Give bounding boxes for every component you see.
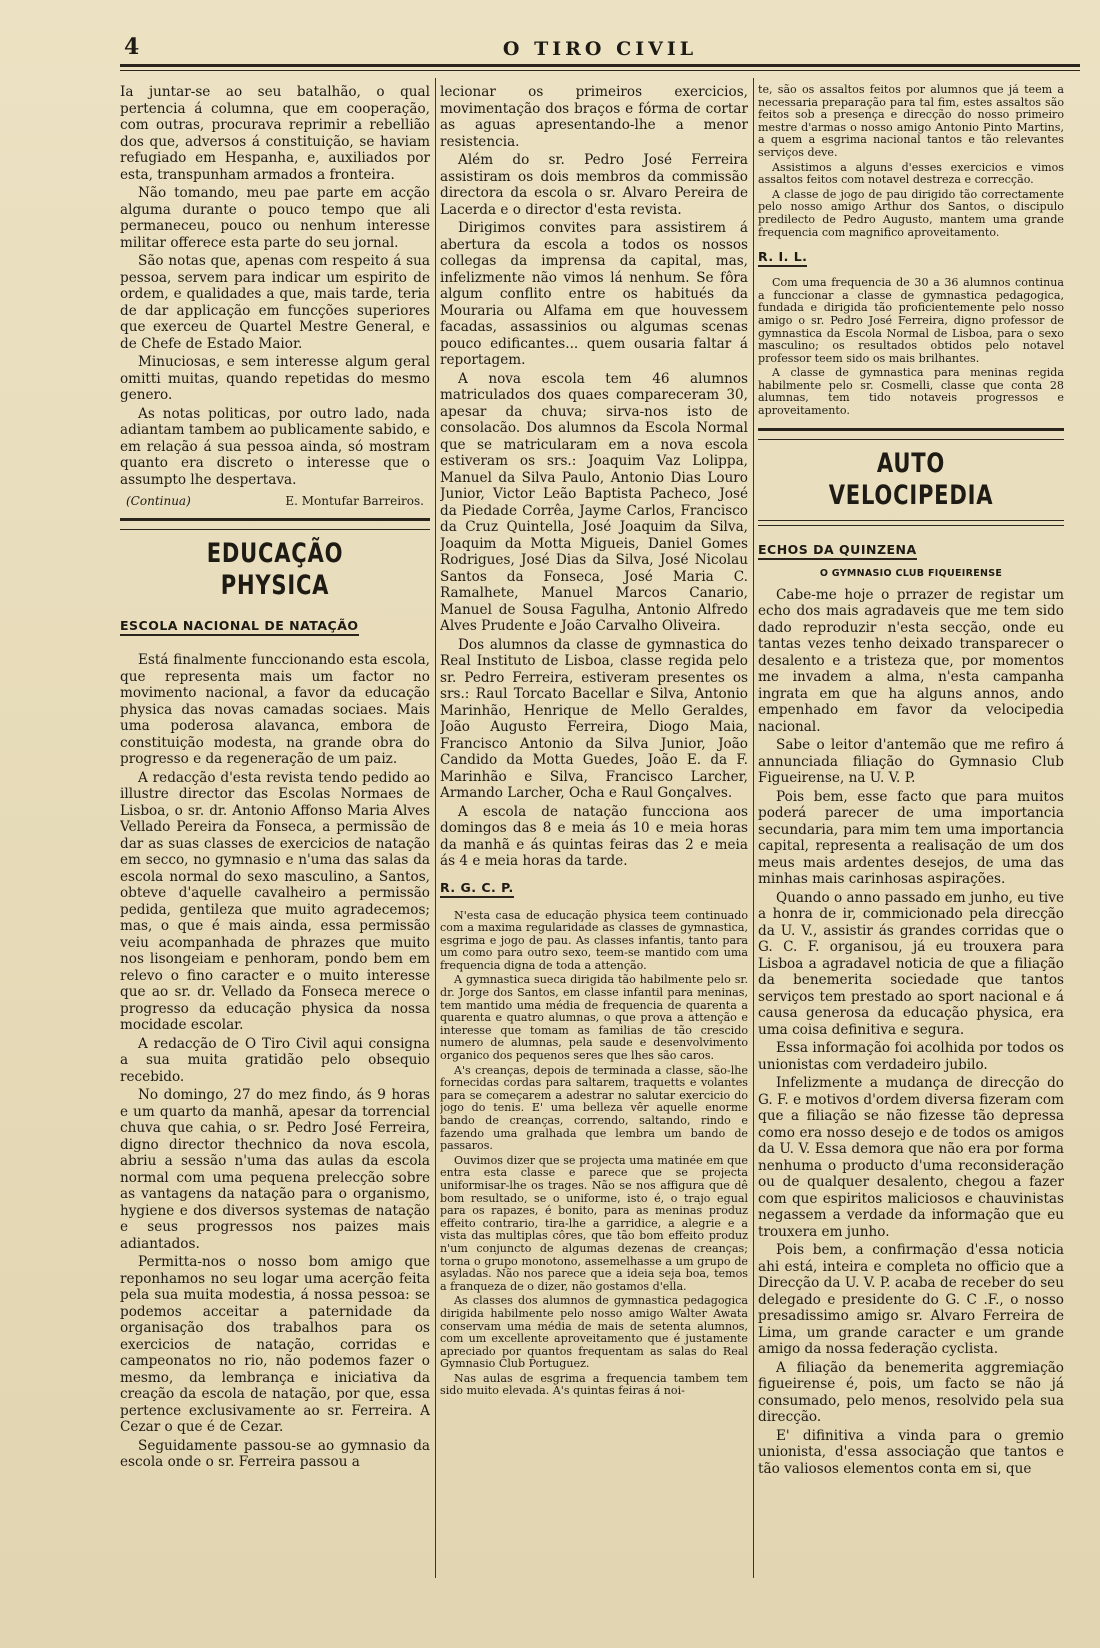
column-1 [120,84,430,1574]
article-paragraph-small: te, são os assaltos feitos por alumnos que já teem a necessaria preparação para tal fim, estes assaltos são feitos sob a presença e direcção do nosso primeiro mestre d'armas o nosso amigo Antonio Pinto Martins, a quem a esgrima nacional tantos e tão relevantes serviços deve. [758,84,1064,159]
article-paragraph: Não tomando, meu pae parte em acção alguma durante o pouco tempo que ali permaneceu, pouco ou nenhum interesse militar offerece esta parte do seu jornal. [120,185,430,251]
article-paragraph: Seguidamente passou-se ao gymnasio da escola onde o sr. Ferreira passou a [120,1437,430,1470]
headline-auto-velocipedia: AUTO VELOCIPEDIA [828,447,994,511]
article-paragraph-small: A's creanças, depois de terminada a classe, são-lhe fornecidas cordas para saltarem, traquetts e volantes para se começarem a adestrar no salutar exercicio do jogo do tenis. E' uma belleza vêr aquelle enorme bando de creanças, correndo, saltando, rindo e fazendo uma gralhada que lembra um bando de passaros. [440,1063,748,1153]
article-signature [120,494,430,508]
article-paragraph-small: N'esta casa de educação physica teem continuado com a maxima regularidade as classes de gymnastica, esgrima e jogo de pau. As classes infantis, tanto para um como para outro sexo, teem-se mantido com uma frequencia digna de toda a attenção. [440,908,748,972]
article-paragraph: Cabe-me hoje o prrazer de registar um echo dos mais agradaveis que me tem sido dado reproduzir n'esta secção, onde eu tantas vezes tenho deixado transparecer o desalento e a tristeza que, por momentos me invadem a alma, n'esta campanha ingrata em que ha alguns annos, ando empenhado em favor da velocipedia nacional. [758,586,1064,735]
article-paragraph-small: Com uma frequencia de 30 a 36 alumnos continua a funccionar a classe de gymnastica pedagogica, fundada e dirigida tão proficientemente pelo nosso amigo o sr. Pedro José Ferreira, digno professor de gymnastica da Escola Normal de Lisboa, para o sexo masculino; os resultados obtidos pelo notavel professor teem sido os mais brilhantes. [758,276,1064,365]
article-paragraph: Sabe o leitor d'antemão que me refiro á annunciada filiação do Gymnasio Club Figueirense, na U. V. P. [758,737,1064,787]
article-paragraph: A redacção d'esta revista tendo pedido ao illustre director das Escolas Normaes de Lisboa, o sr. dr. Antonio Affonso Maria Alves Vellado Pereira da Fonseca, a permissão de dar as suas classes de exercicios de natação em secco, no gymnasio e n'uma das salas da escola normal do sexo masculino, a Santos, obteve d'aquelle cavalheiro a permissão pedida, gentileza que muito agradecemos; mas, o que é mais ainda, essa permissão veiu acompanhada de phrazes que muito nos lisongeiam e penhoram, pondo bem em relevo o fino caracter e o muito interesse que ao sr. dr. Vellado da Fonseca merece o progresso da educação physica da nossa mocidade escolar. [120,769,430,1033]
page-number: 4 [124,34,140,60]
article-paragraph: Pois bem, esse facto que para muitos poderá parecer de uma importancia secundaria, para mim tem uma importancia capital, representa a realisação de um dos meus mais ardentes desejos, de uma das minhas mais carinhosas aspirações. [758,788,1064,888]
article-paragraph: Dos alumnos da classe de gymnastica do Real Instituto de Lisboa, classe regida pelo sr. Pedro Ferreira, estiveram presentes os srs.: Raul Torcato Bacellar e Silva, Antonio Marinhão, Henrique de Mello Geraldes, João Augusto Ferreira, Diogo Maia, Francisco Antonio da Silva Junior, João Candido da Motta Guedes, João E. da F. Marinhão e Silva, Francisco Larcher, Armando Larcher, Ocha e Raul Gonçalves. [440,636,748,801]
article-paragraph: No domingo, 27 do mez findo, ás 9 horas e um quarto da manhã, apesar da torrencial chuva que cahia, o sr. Pedro José Ferreira, digno director thechnico da nova escola, abriu a sessão n'uma das aulas da escola normal com uma pequena prelecção sobre as vantagens da natação para o organismo, hygiene e dos diversos systemas de natação e seus progressos nos paizes mais adiantados. [120,1087,430,1252]
article-paragraph: A filiação da benemerita aggremiação figueirense é, pois, um facto se não já consumado, pelo menos, resolvido pela sua direcção. [758,1359,1064,1426]
headline-educacao-physica: EDUCAÇÃO PHYSICA [206,538,344,601]
article-paragraph-small: A classe de jogo de pau dirigido tão correctamente pelo nosso amigo Arthur dos Santos, o discipulo predilecto de Pedro Augusto, mantem uma grande frequencia com magnifico aproveitamento. [758,187,1064,239]
article-paragraph-small: A gymnastica sueca dirigida tão habilmente pelo sr. dr. Jorge dos Santos, em classe infantil para meninas, tem mantido uma média de frequencia de quarenta a quarenta e quatro alumnas, o que prova a attenção e interesse que tomam as familias de tão crescido numero de alumnas, pela saude e desenvolvimento organico dos pequenos seres que lhes são caros. [440,973,748,1063]
article-paragraph: Minuciosas, e sem interesse algum geral omitti muitas, quando repetidas do mesmo genero. [120,354,430,403]
article-paragraph: Está finalmente funccionando esta escola, que representa mais um factor no movimento nacional, a favor da educação physica das novas camadas sociaes. Mais uma poderosa alavanca, embora de constituição modesta, na grande obra do progresso e da regeneração de um paiz. [120,652,430,767]
article-paragraph-small: As classes dos alumnos de gymnastica pedagogica dirigida habilmente pelo nosso amigo Walter Awata conservam uma média de mais de setenta alumnos, com um excellente aproveitamento que é justamente apreciado por quantos frequentam as salas do Real Gymnasio Club Portuguez. [440,1294,748,1371]
article-paragraph: Além do sr. Pedro José Ferreira assistiram os dois membros da commissão directora da escola o sr. Alvaro Pereira de Lacerda e o director d'esta revista. [440,152,748,218]
page-header [120,32,1080,66]
column-divider-1 [435,78,436,1578]
column-3 [758,84,1064,1574]
article-paragraph-small: Assistimos a alguns d'esses exercicios e vimos assaltos feitos com notavel destreza e correcção. [758,160,1064,187]
article-paragraph: Dirigimos convites para assistirem á abertura da escola a todos os nossos collegas da imprensa da capital, mas, infelizmente não vimos lá nenhum. Se fôra algum conflito entre os habitués da Mouraria ou Alfama em que houvessem facadas, assassinios ou algumas scenas pouco edificantes... quem ousaria faltar á reportagem. [440,220,748,368]
article-paragraph: lecionar os primeiros exercicios, movimentação dos braços e fórma de cortar as aguas apresentando-lhe a menor resistencia. [440,84,748,150]
article-paragraph: São notas que, apenas com respeito á sua pessoa, servem para indicar um espirito de ordem, e qualidades a que, mais tarde, teria de dar applicação em funcções superiores que exerceu de Quartel Mestre General, e de Chefe de Estado Maior. [120,253,430,352]
continua-label: (Continua) [126,494,191,508]
article-paragraph: Permitta-nos o nosso bom amigo que reponhamos no seu logar uma acerção feita pela sua muita modestia, á nossa pessoa: se podemos acceitar a paternidade da organisação dos trabalhos para os exercicios de natação, corridas e campeonatos no rio, não podemos fazer o mesmo, da lembrança e iniciativa da creação da escola de natação, por que, essa pertence exclusivamente ao sr. Ferreira. A Cezar o que é de Cezar. [120,1254,430,1435]
column-divider-2 [753,78,754,1578]
article-paragraph: Pois bem, a confirmação d'essa noticia ahi está, inteira e completa no officio que a Direcção da U. V. P. acaba de receber do seu delegado e presidente do G. C .F., o nosso presadissimo amigo sr. Alvaro Ferreira de Lima, um grande caracter e um grande amigo da nossa federação cyclista. [758,1242,1064,1358]
section-title-ril: R. I. L. [758,249,807,267]
column-2 [440,84,748,1574]
article-paragraph: Quando o anno passado em junho, eu tive a honra de ir, commicionado pela direcção da U. V., assistir ás grandes corridas que o G. C. F. organisou, já eu trouxera para Lisboa a agradavel noticia de que a filiação da benemerita sociedade que tantos serviços tem prestado ao sport nacional e á causa generosa da educação physica, era uma coisa definitiva e segura. [758,889,1064,1038]
article-paragraph: A redacção de O Tiro Civil aqui consigna a sua muita gratidão pelo obsequio recebido. [120,1035,430,1085]
article-paragraph: As notas politicas, por outro lado, nada adiantam tambem ao publicamente sabido, e em relação á sua pessoa ainda, só mostram quanto era discreto o interesse que o assumpto lhe despertava. [120,405,430,488]
article-paragraph: Infelizmente a mudança de direcção do G. F. e motivos d'ordem diversa fizeram com que a filiação se não fizesse tão depressa como era nosso desejo e de todos os amigos da U. V. Essa demora que não era por forma nenhuma o producto d'uma reconsideração ou de qualquer desalento, chegou a fazer com que espiritos maliciosos e chauvinistas negassem a verdade da informação que eu trouxera em junho. [758,1075,1064,1240]
section-title-natacao: ESCOLA NACIONAL DE NATAÇÃO [120,618,359,636]
article-paragraph: Essa informação foi acolhida por todos os unionistas com verdadeiro jubilo. [758,1040,1064,1073]
article-paragraph-small: Nas aulas de esgrima a frequencia tambem tem sido muito elevada. A's quintas feiras á noi- [440,1371,748,1398]
header-rule-thick [120,64,1080,67]
article-paragraph-small: A classe de gymnastica para meninas regida habilmente pelo sr. Cosmelli, classe que conta 28 alumnas, tem tido notaveis progressos e aproveitamento. [758,366,1064,418]
newspaper-title: O TIRO CIVIL [502,38,698,60]
article-paragraph: A escola de natação funcciona aos domingos das 8 e meia ás 10 e meia horas da manhã e ás quintas feiras das 2 e meia ás 4 e meia horas da tarde. [440,803,748,869]
subsection-title: O GYMNASIO CLUB FIQUEIRENSE [819,567,1003,579]
section-title-rgcp: R. G. C. P. [440,880,514,898]
article-paragraph: A nova escola tem 46 alumnos matriculados dos quaes compareceram 30, apesar da chuva; sirva-nos isto de consolacão. Dos alumnos da Escola Normal que se matricularam em a nova escola estiveram os srs.: Joaquim Vaz Lolippa, Manuel da Silva Paulo, Antonio Dias Louro Junior, Victor Leão Baptista Pacheco, José da Piedade Corrêa, Jayme Carlos, Francisco da Cruz Quintella, José Joaquim da Silva, Joaquim da Motta Migueis, Daniel Gomes Rodrigues, José Dias da Silva, José Nicolau Santos da Fonseca, José Maria C. Ramalhete, Manuel Marcos Canario, Manuel de Sousa Fagulha, Antonio Alfredo Alves Prudente e João Carvalho Oliveira. [440,370,748,634]
article-paragraph: E' difinitiva a vinda para o gremio unionista, d'essa associação que tantos e tão valiosos elementos conta em si, que [758,1427,1064,1477]
article-paragraph-small: Ouvimos dizer que se projecta uma matinée em que entra esta classe e parece que se projecta uniformisar-lhe os trages. Não se nos affigura que dê bom resultado, se o uniforme, isto é, o trajo egual para os rapazes, é bonito, para as meninas produz effeito contrario, tira-lhe a garridice, a alegrie e a vista das multiplas côres, que tão bom effeito produz n'um conjuncto de algumas dezenas de creanças; torna o grupo monotono, assemelhasse a um grupo de asyladas. Não nos parece que a ideia seja boa, temos a franqueza de o dizer, não gostamos d'ella. [440,1153,748,1293]
author-name: E. Montufar Barreiros. [285,494,424,508]
section-rule [120,518,430,530]
section-rule [758,428,1064,440]
section-title-echos: ECHOS DA QUINZENA [758,542,917,560]
header-rule-thin [120,70,1080,71]
article-paragraph: Ia juntar-se ao seu batalhão, o qual pertencia á columna, que em cooperação, com outras, procurava reprimir a rebellião dos que, adversos á constituição, se haviam refugiado em Hespanha, e, auxiliados por esta, transpunham armados a fronteira. [120,84,430,183]
section-rule-thin [758,520,1064,526]
